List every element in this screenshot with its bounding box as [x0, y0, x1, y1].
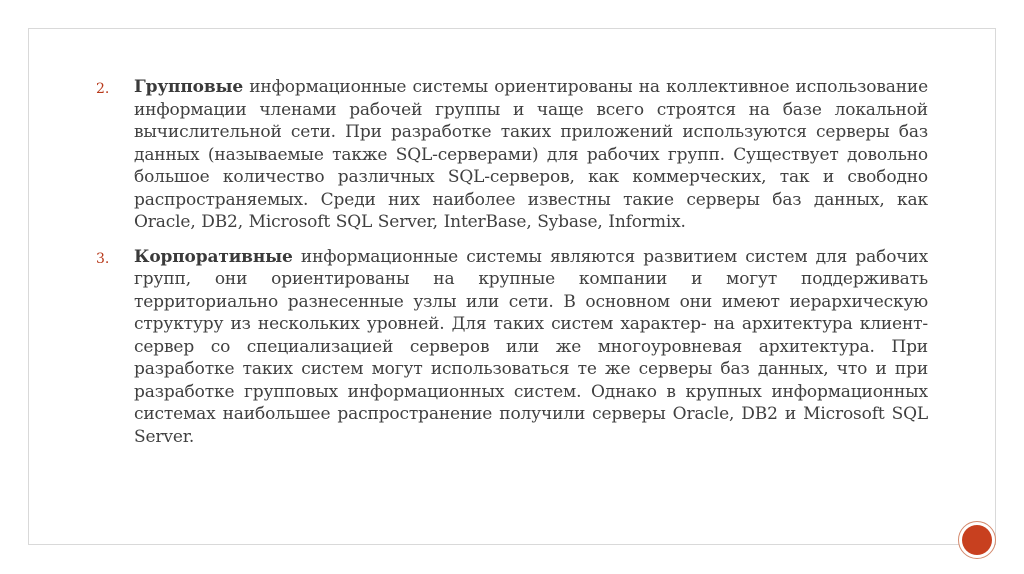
badge-inner-circle	[962, 525, 992, 555]
list-item-corporate-systems	[96, 246, 928, 449]
list-number: 2.	[96, 81, 110, 97]
frame-left-border	[28, 28, 29, 545]
list-number: 3.	[96, 250, 110, 267]
frame-right-border	[995, 28, 996, 545]
frame-bottom-border	[28, 544, 996, 545]
list-paragraph	[134, 246, 928, 449]
list-item-group-systems	[96, 76, 928, 234]
frame-top-border	[28, 28, 996, 29]
slide-content	[96, 76, 928, 460]
slide-badge-circle-icon	[958, 521, 996, 559]
paragraph-text: информационные системы ориентированы на коллективное использование информации членами рабочей группы и чаще всего строятся на базе локальной вычислительной сети. При разработке таких приложений используются серверы баз данных (называемые также SQL-серверами) для рабочих групп. Существует довольно большое количество различных SQL-серверов, как коммерческих, так и свободно распространяемых. Среди них наиболее известны такие серверы баз данных, как Oracle, DB2, Microsoft SQL Server, InterBase, Sybase, Informix.	[134, 77, 928, 232]
list-paragraph	[134, 76, 928, 234]
bold-term: Корпоративные	[134, 246, 293, 267]
bold-term: Групповые	[134, 77, 244, 97]
paragraph-text: информационные системы являются развитием систем для рабочих групп, они ориентированы на крупные компании и могут поддерживать территориально разнесенные узлы или сети. В основном они имеют иерархическую структуру из нескольких уровней. Для таких систем характер- на архитектура клиент-сервер со специализацией серверов или же многоуровневая архитектура. При разработке таких систем могут использоваться те же серверы баз данных, что и при разработке групповых информационных систем. Однако в крупных информационных системах наибольшее распространение получили серверы Oracle, DB2 и Microsoft SQL Server.	[134, 246, 928, 447]
